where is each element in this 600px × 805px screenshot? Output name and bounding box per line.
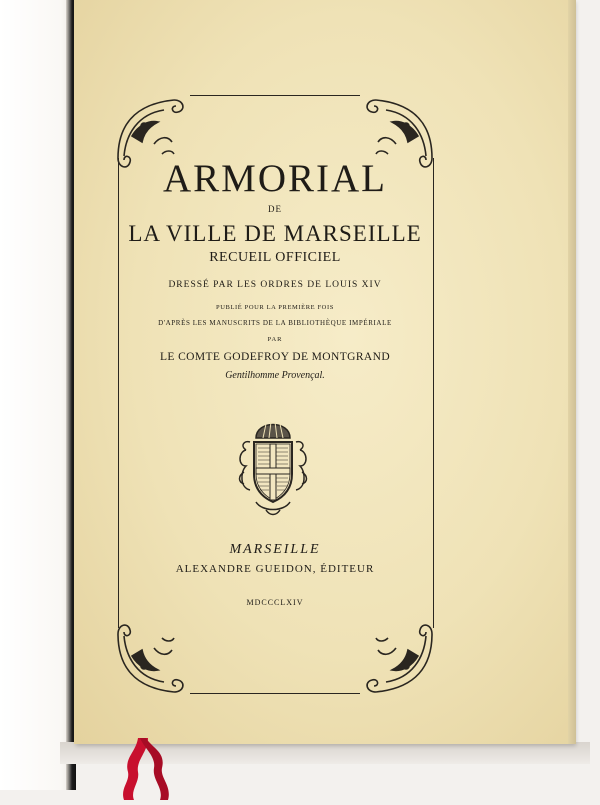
city-title: LA VILLE DE MARSEILLE (128, 221, 422, 246)
by-label: PAR (267, 336, 283, 343)
publication-note: PUBLIÉ POUR LA PREMIÈRE FOIS (216, 304, 334, 311)
coat-of-arms-icon (236, 412, 310, 520)
author-description: Gentilhomme Provençal. (225, 370, 325, 381)
facing-blank-page (0, 0, 76, 790)
corner-ornament-bottom-left-icon (114, 622, 188, 696)
title-connector: DE (268, 204, 282, 214)
publication-place: MARSEILLE (229, 542, 321, 557)
ordered-by-line: DRESSÉ PAR LES ORDRES DE LOUIS XIV (168, 280, 382, 290)
frame-top-rule (190, 95, 360, 96)
frame-bottom-rule (190, 693, 360, 694)
subtitle: RECUEIL OFFICIEL (209, 250, 341, 265)
source-note: D'APRÈS LES MANUSCRITS DE LA BIBLIOTHÈQUE IMPÉRIALE (158, 319, 392, 327)
corner-ornament-bottom-right-icon (362, 622, 436, 696)
book-title: ARMORIAL (162, 157, 387, 200)
publisher: ALEXANDRE GUEIDON, ÉDITEUR (175, 563, 375, 575)
publication-year: MDCCCLXIV (246, 598, 304, 607)
ribbon-bookmark (118, 738, 178, 800)
author-name: LE COMTE GODEFROY DE MONTGRAND (159, 351, 391, 363)
page-fore-edge (568, 0, 576, 744)
